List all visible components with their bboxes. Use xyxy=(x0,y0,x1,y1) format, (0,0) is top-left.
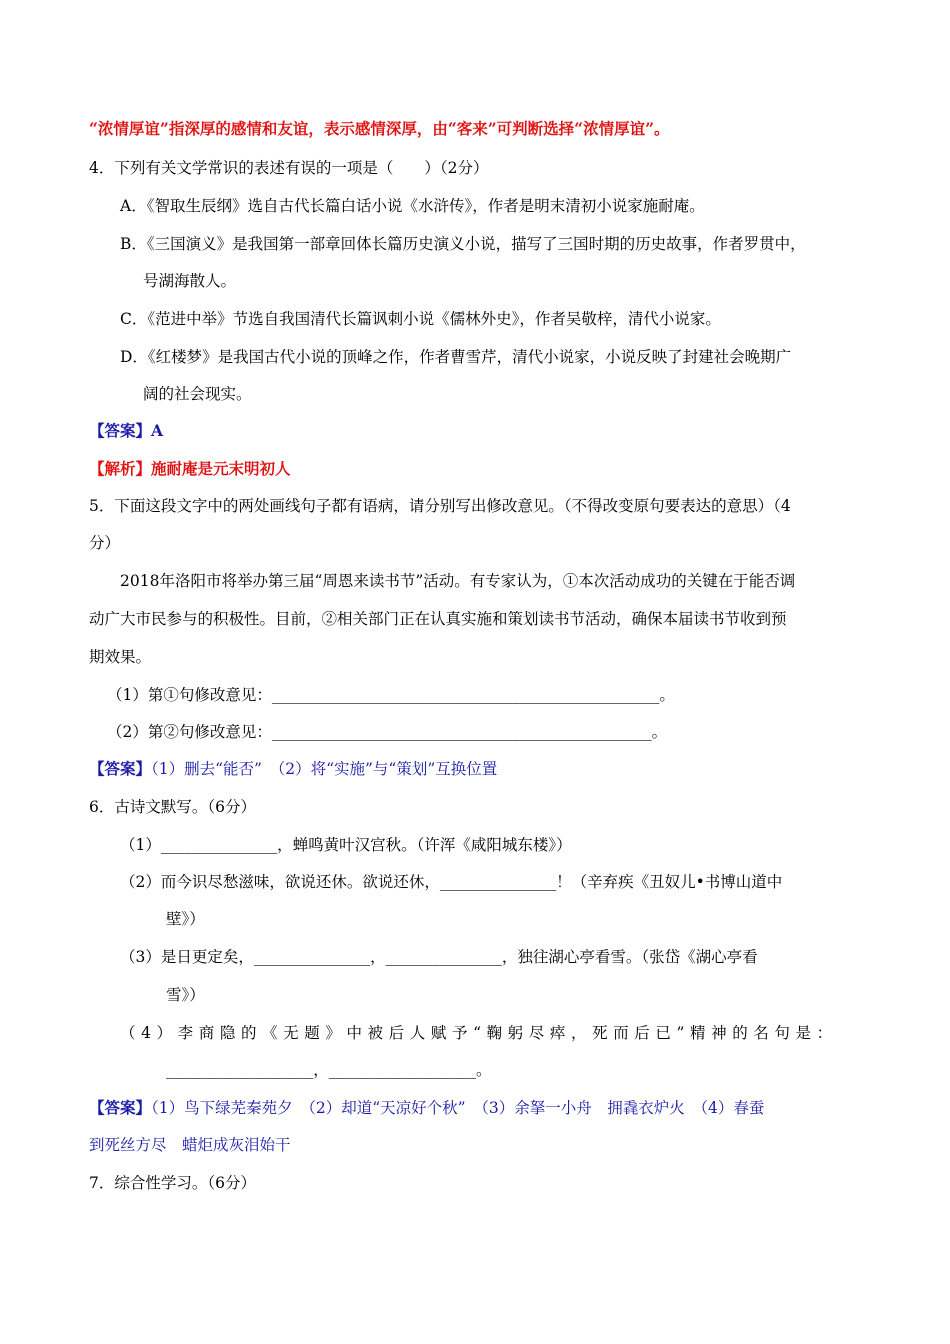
q4-option-c: C．《范进中举》节选自我国清代长篇讽刺小说《儒林外史》，作者吴敬梓，清代小说家。 xyxy=(120,310,721,328)
answer-text: （1）鸟下绿芜秦苑夕 （2）却道“天凉好个秋” （3）余拏一小舟 拥毳衣炉火 （4）春蚕 xyxy=(151,1099,765,1117)
q5-passage-line1: 2018年洛阳市将举办第三届“周恩来读书节”活动。有专家认为，①本次活动成功的关键在于能否调 xyxy=(120,572,796,590)
q5-stem-line2: 分） xyxy=(89,534,121,552)
answer-text: （1）删去“能否” （2）将“实施”与“策划”互换位置 xyxy=(151,760,498,778)
intro-analysis: “浓情厚谊”指深厚的感情和友谊，表示感情深厚，由“客来”可判断选择“浓情厚谊”。 xyxy=(89,119,670,138)
q4-analysis xyxy=(89,458,291,480)
q5-passage-line3: 期效果。 xyxy=(89,648,152,666)
q6-item4-line1: （4）李商隐的《无题》中被后人赋予“鞠躬尽瘁，死而后已”精神的名句是： xyxy=(120,1024,838,1042)
q6-item1: （1）_______________，蝉鸣黄叶汉宫秋。（许浑《咸阳城东楼》） xyxy=(120,836,572,854)
q5-passage-line2: 动广大市民参与的积极性。目前，②相关部门正在认真实施和策划读书节活动，确保本届读书节收到预 xyxy=(89,610,787,628)
q4-option-b-cont: 号湖海散人。 xyxy=(143,272,237,290)
q4-option-d-cont: 阔的社会现实。 xyxy=(143,385,252,403)
q6-answer-line2: 到死丝方尽 蜡炬成灰泪始干 xyxy=(89,1136,291,1154)
q4-answer xyxy=(89,420,163,442)
q5-blank2: （2）第②句修改意见：_________________________________________________。 xyxy=(107,723,668,741)
q6-item3-line1: （3）是日更定矣，_______________，_______________，独往湖心亭看雪。（张岱《湖心亭看 xyxy=(120,948,758,966)
answer-tag: 【答案】 xyxy=(89,759,152,778)
q5-answer xyxy=(89,758,497,780)
answer-text: A xyxy=(151,421,164,440)
q4-option-d: D．《红楼梦》是我国古代小说的顶峰之作，作者曹雪芹，清代小说家，小说反映了封建社会晚期广 xyxy=(120,348,792,366)
analysis-text: 施耐庵是元末明初人 xyxy=(151,459,291,478)
q4-option-a: A．《智取生辰纲》选自古代长篇白话小说《水浒传》，作者是明末清初小说家施耐庵。 xyxy=(120,197,705,215)
q6-stem: 6．古诗文默写。（6分） xyxy=(89,798,256,816)
q7-stem: 7．综合性学习。（6分） xyxy=(89,1174,256,1192)
q4-stem: 4．下列有关文学常识的表述有误的一项是（ ）（2分） xyxy=(89,159,489,177)
q6-item4-line2: ___________________，___________________。 xyxy=(166,1061,492,1079)
answer-tag: 【答案】 xyxy=(89,1098,152,1117)
q6-item3-line2: 雪》） xyxy=(166,986,205,1004)
q6-item2-line2: 壁》） xyxy=(166,910,205,928)
analysis-tag: 【解析】 xyxy=(89,459,152,478)
q6-answer-line1 xyxy=(89,1097,764,1119)
q4-option-b: B．《三国演义》是我国第一部章回体长篇历史演义小说，描写了三国时期的历史故事，作者罗贯中， xyxy=(120,235,806,253)
q6-item2-line1: （2）而今识尽愁滋味，欲说还休。欲说还休，_______________！（辛弃疾《丑奴儿•书博山道中 xyxy=(120,873,783,891)
q5-blank1: （1）第①句修改意见：__________________________________________________。 xyxy=(107,686,675,704)
answer-tag: 【答案】 xyxy=(89,421,152,440)
q5-stem-line1: 5．下面这段文字中的两处画线句子都有语病，请分别写出修改意见。（不得改变原句要表达的意思）（4 xyxy=(89,497,791,515)
